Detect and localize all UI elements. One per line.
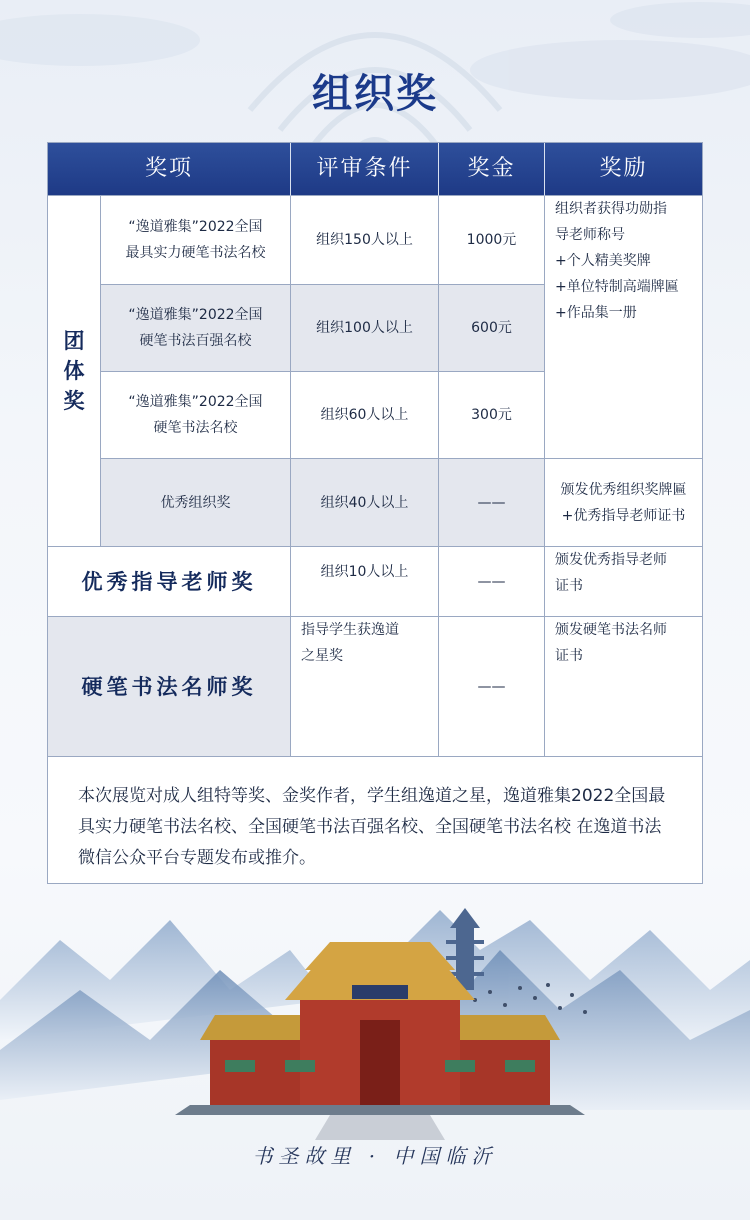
group-row-1-prize: 1000元: [439, 196, 545, 285]
publication-note: 本次展览对成人组特等奖、金奖作者，学生组逸道之星，逸道雅集2022全国最具实力硬笔书法名校、全国硬笔书法百强名校、全国硬笔书法名校 在逸道书法微信公众平台专题发布或推介。: [78, 786, 666, 868]
excellent-org-name: 优秀组织奖: [101, 459, 291, 547]
teacher-award-name: 优秀指导老师奖: [48, 547, 291, 617]
reward-line: +优秀指导老师证书: [561, 507, 686, 524]
teacher-award-reward: [545, 547, 702, 617]
header-award: 奖项: [48, 143, 291, 196]
reward-line: 颁发优秀指导老师: [555, 552, 667, 568]
group-label-char: 体: [63, 359, 85, 383]
master-award-prize: ——: [439, 617, 545, 757]
group-row-3-name: [101, 372, 291, 459]
group-row-1-name: [101, 196, 291, 285]
group-row-1-criteria: 组织150人以上: [291, 196, 439, 285]
reward-line: 导老师称号: [555, 227, 625, 243]
excellent-org-criteria: 组织40人以上: [291, 459, 439, 547]
footer-slogan: 书圣故里 · 中国临沂: [252, 1144, 498, 1168]
reward-line: +作品集一册: [555, 305, 637, 321]
group-row-3-criteria: 组织60人以上: [291, 372, 439, 459]
group-row-2-criteria: 组织100人以上: [291, 285, 439, 372]
group-row-2-prize: 600元: [439, 285, 545, 372]
award-name-line: “逸道雅集”2022全国: [128, 219, 263, 235]
master-award-name: 硬笔书法名师奖: [48, 617, 291, 757]
group-row-3-prize: 300元: [439, 372, 545, 459]
group-label-char: 团: [63, 329, 85, 353]
header-reward: 奖励: [545, 143, 702, 196]
reward-line: 组织者获得功勋指: [555, 201, 667, 217]
award-name-line: “逸道雅集”2022全国: [128, 394, 263, 410]
excellent-org-reward: [545, 459, 702, 547]
reward-line: +个人精美奖牌: [555, 253, 651, 269]
page-title: 组织奖: [312, 71, 438, 117]
group-row-2-name: [101, 285, 291, 372]
group-award-label: [48, 196, 101, 547]
landscape-illustration: [0, 880, 750, 1220]
award-name-line: 硬笔书法名校: [153, 420, 238, 436]
header-criteria: 评审条件: [291, 143, 439, 196]
master-award-criteria: [291, 617, 439, 757]
group-reward: [545, 196, 702, 459]
award-name-line: “逸道雅集”2022全国: [128, 307, 263, 323]
reward-line: +单位特制高端牌匾: [555, 279, 679, 295]
excellent-org-prize: ——: [439, 459, 545, 547]
header-prize: 奖金: [439, 143, 545, 196]
teacher-award-prize: ——: [439, 547, 545, 617]
reward-line: 颁发硬笔书法名师: [555, 622, 667, 638]
teacher-award-criteria: 组织10人以上: [291, 547, 439, 617]
criteria-line: 之星奖: [301, 648, 343, 664]
criteria-line: 指导学生获逸道: [301, 622, 399, 638]
master-award-reward: [545, 617, 702, 757]
reward-line: 证书: [555, 578, 583, 594]
awards-table: [47, 142, 703, 884]
award-name-line: 最具实力硬笔书法名校: [125, 245, 266, 261]
group-label-char: 奖: [63, 389, 85, 413]
award-name-line: 硬笔书法百强名校: [139, 333, 252, 349]
reward-line: 颁发优秀组织奖牌匾: [560, 481, 687, 498]
reward-line: 证书: [555, 648, 583, 664]
